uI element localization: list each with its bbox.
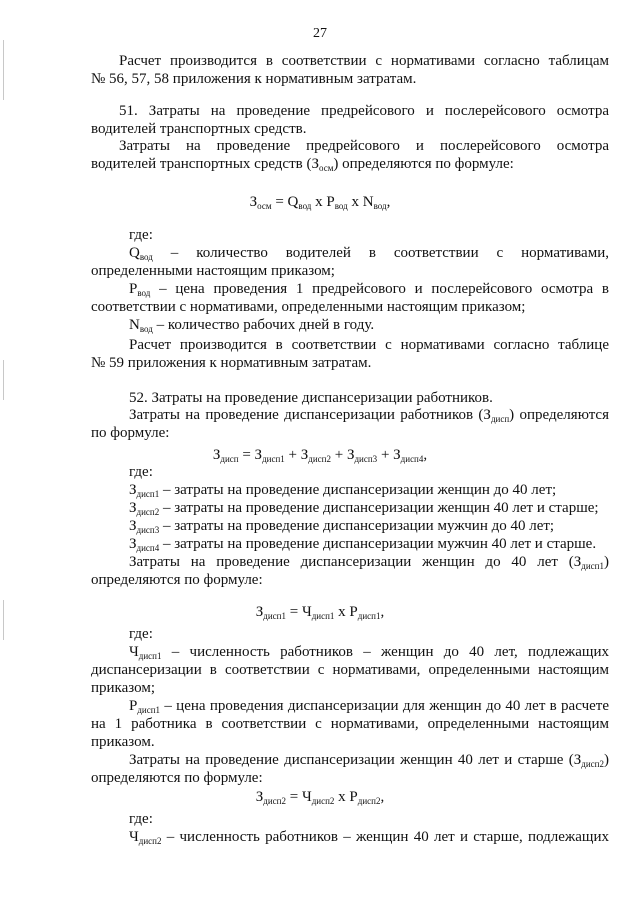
section-title: 51. Затраты на проведение предрейсового и послерейсового осмотра [119, 103, 609, 119]
formula-disp1: $З_{дисп1} = Ч_{дисп1}$ x $P_{дисп1}$, [255, 604, 385, 621]
where-label: где: [129, 464, 153, 480]
section-title: 52. Затраты на проведение диспансеризации работников. [129, 390, 493, 406]
paragraph-line: по формуле: [91, 425, 170, 441]
formula-osm: $З_{осм} = Q_{вод}$ x $P_{вод}$ x $N_{вод}$, [249, 194, 391, 211]
paragraph-line: Затраты на проведение диспансеризации работников $(З_{дисп})$ определяются [129, 407, 609, 424]
definition-line: $Q_{вод}$ – количество водителей в соответствии с нормативами, [129, 245, 609, 262]
definition-line: $З_{дисп3}$ – затраты на проведение диспансеризации мужчин до 40 лет; [129, 518, 555, 535]
paragraph-line: № 56, 57, 58 приложения к нормативным затратам. [91, 71, 417, 87]
section-title-cont: водителей транспортных средств. [91, 121, 307, 137]
formula-disp: $З_{дисп} = З_{дисп1} + З_{дисп2} + З_{дисп3} + З_{дисп4}$, [212, 447, 428, 464]
definition-line: на 1 работника в соответствии с нормативами, определенными настоящим [91, 716, 609, 732]
definition-line: приказом; [91, 680, 155, 696]
paragraph-line: Затраты на проведение предрейсового и послерейсового осмотра [119, 138, 609, 154]
paragraph-line: № 59 приложения к нормативным затратам. [91, 355, 372, 371]
definition-line: диспансеризации в соответствии с нормативами, определенными настоящим [91, 662, 609, 678]
page-number: 27 [313, 26, 327, 41]
definition-line: соответствии с нормативами, определенными настоящим приказом; [91, 299, 526, 315]
paragraph-line: Расчет производится в соответствии с нормативами согласно таблице [129, 337, 609, 353]
definition-line: $P_{дисп1}$ – цена проведения диспансеризации для женщин до 40 лет в расчете [129, 698, 609, 715]
definition-line: $P_{вод}$ – цена проведения 1 предрейсового и послерейсового осмотра в [129, 281, 609, 298]
definition-line: $Ч_{дисп2}$ – численность работников – женщин 40 лет и старше, подлежащих [129, 829, 609, 846]
paragraph-line: Расчет производится в соответствии с нормативами согласно таблицам [119, 53, 609, 69]
paragraph-line: определяются по формуле: [91, 572, 263, 588]
scan-edge-mark [3, 40, 4, 100]
definition-line: $Ч_{дисп1}$ – численность работников – женщин до 40 лет, подлежащих [129, 644, 609, 661]
paragraph-line: водителей транспортных средств $(З_{осм})$ определяются по формуле: [91, 156, 514, 173]
paragraph-line: определяются по формуле: [91, 770, 263, 786]
where-label: где: [129, 626, 153, 642]
formula-disp2: $З_{дисп2} = Ч_{дисп2}$ x $P_{дисп2}$, [255, 789, 385, 806]
definition-line: определенными настоящим приказом; [91, 263, 335, 279]
where-label: где: [129, 227, 153, 243]
definition-line: $З_{дисп4}$ – затраты на проведение диспансеризации мужчин 40 лет и старше. [129, 536, 597, 553]
where-label: где: [129, 811, 153, 827]
definition-line: $З_{дисп2}$ – затраты на проведение диспансеризации женщин 40 лет и старше; [129, 500, 599, 517]
paragraph-line: Затраты на проведение диспансеризации женщин до 40 лет $(З_{дисп1})$ [129, 554, 609, 571]
paragraph-line: Затраты на проведение диспансеризации женщин 40 лет и старше $(З_{дисп2})$ [129, 752, 609, 769]
definition-line: приказом. [91, 734, 155, 750]
scan-edge-mark [3, 360, 4, 400]
definition-line: $З_{дисп1}$ – затраты на проведение диспансеризации женщин до 40 лет; [129, 482, 557, 499]
definition-line: $N_{вод}$ – количество рабочих дней в году. [129, 317, 375, 334]
